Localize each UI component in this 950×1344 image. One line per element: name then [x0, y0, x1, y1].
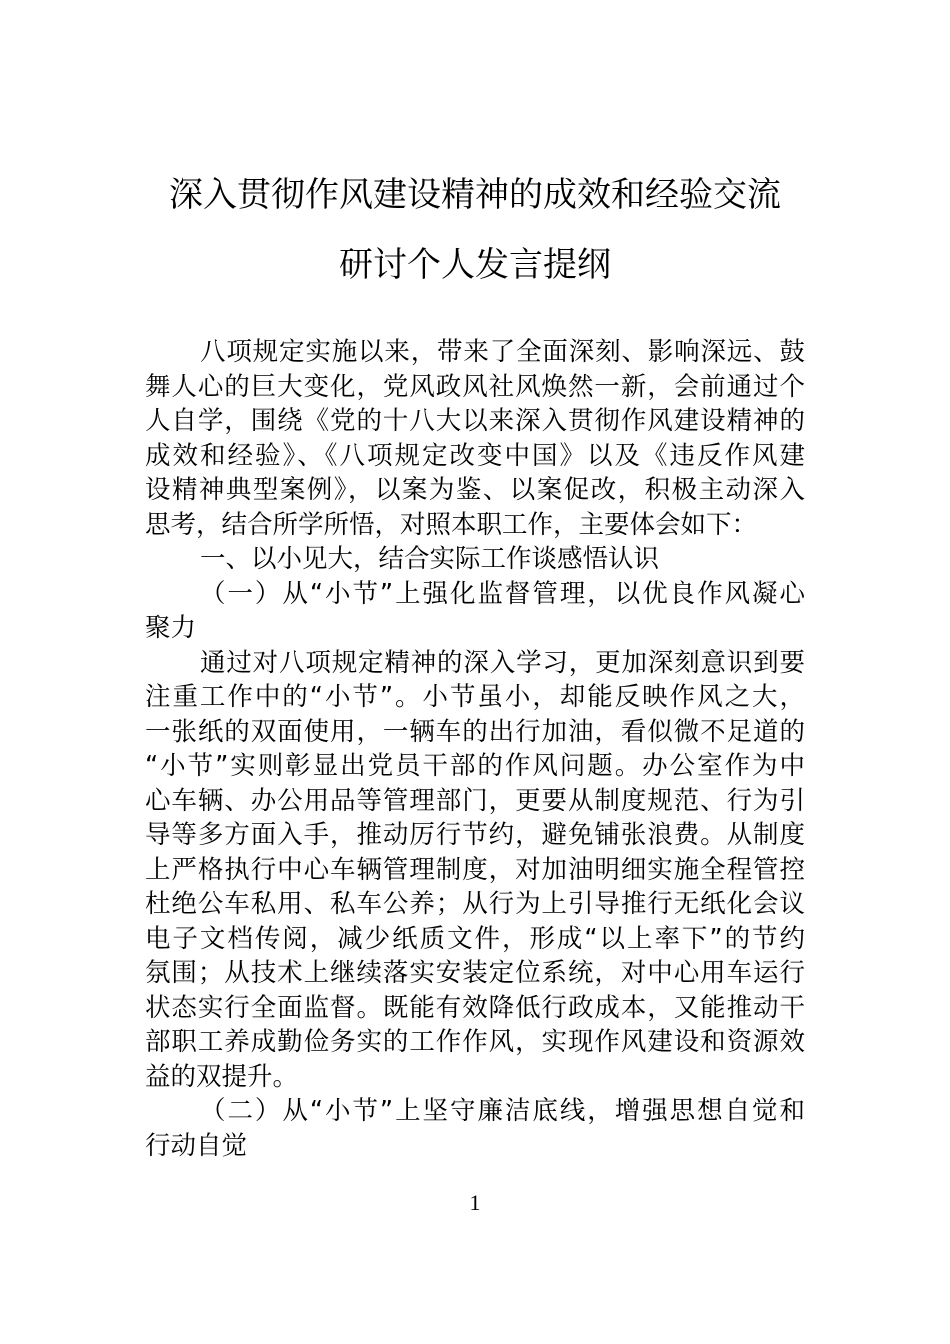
paragraph-line: 心车辆、办公用品等管理部门，更要从制度规范、行为引	[145, 785, 805, 816]
paragraph	[145, 542, 805, 577]
paragraph-line: 一、以小见大，结合实际工作谈感悟认识	[200, 544, 660, 574]
paragraph-line: 注重工作中的“小节”。小节虽小，却能反映作风之大，	[145, 682, 805, 712]
paragraph-line: 电子文档传阅，减少纸质文件，形成“以上率下”的节约	[145, 923, 805, 954]
paragraph-line: 导等多方面入手，推动厉行节约，避免铺张浪费。从制度	[145, 820, 805, 850]
paragraph-line: 设精神典型案例》，以案为鉴、以案促改，积极主动深入	[145, 475, 805, 505]
paragraph-line: 人自学，围绕《党的十八大以来深入贯彻作风建设精神的	[145, 406, 805, 436]
paragraph-line: 杜绝公车私用、私车公养；从行为上引导推行无纸化会议	[145, 889, 805, 919]
paragraph-line: 部职工养成勤俭务实的工作作风，实现作风建设和资源效	[145, 1027, 805, 1057]
paragraph-line: 一张纸的双面使用，一辆车的出行加油，看似微不足道的	[145, 716, 805, 747]
page-number: 1	[469, 1190, 481, 1215]
paragraph	[145, 646, 805, 1095]
paragraph	[145, 335, 805, 542]
paragraph-line: 聚力	[145, 613, 197, 643]
paragraph-line: 上严格执行中心车辆管理制度，对加油明细实施全程管控	[145, 854, 805, 885]
paragraph-line: （二）从“小节”上坚守廉洁底线，增强思想自觉和	[200, 1096, 805, 1126]
paragraph-line: 氛围；从技术上继续落实安装定位系统，对中心用车运行	[145, 958, 805, 988]
paragraph-line: （一）从“小节”上强化监督管理，以优良作风凝心	[200, 578, 805, 609]
paragraph-line: 行动自觉	[145, 1130, 248, 1161]
paragraph	[145, 577, 805, 646]
paragraph-line: 思考，结合所学所悟，对照本职工作，主要体会如下：	[145, 509, 758, 540]
paragraph-line: 八项规定实施以来，带来了全面深刻、影响深远、鼓	[200, 337, 805, 367]
paragraph-line: “小节”实则彰显出党员干部的作风问题。办公室作为中	[145, 751, 805, 781]
paragraph-line: 舞人心的巨大变化，党风政风社风焕然一新，会前通过个	[145, 371, 805, 402]
paragraph-line: 状态实行全面监督。既能有效降低行政成本，又能推动干	[145, 992, 805, 1023]
paragraph-line: 成效和经验》、《八项规定改变中国》以及《违反作风建	[145, 440, 805, 471]
paragraph-line: 益的双提升。	[145, 1061, 299, 1092]
paragraph-line: 通过对八项规定精神的深入学习，更加深刻意识到要	[200, 647, 805, 678]
document-title-line-1: 深入贯彻作风建设精神的成效和经验交流	[169, 175, 781, 215]
paragraph	[145, 1094, 805, 1163]
document-body	[145, 335, 805, 1163]
document-title-line-2: 研讨个人发言提纲	[339, 245, 611, 285]
